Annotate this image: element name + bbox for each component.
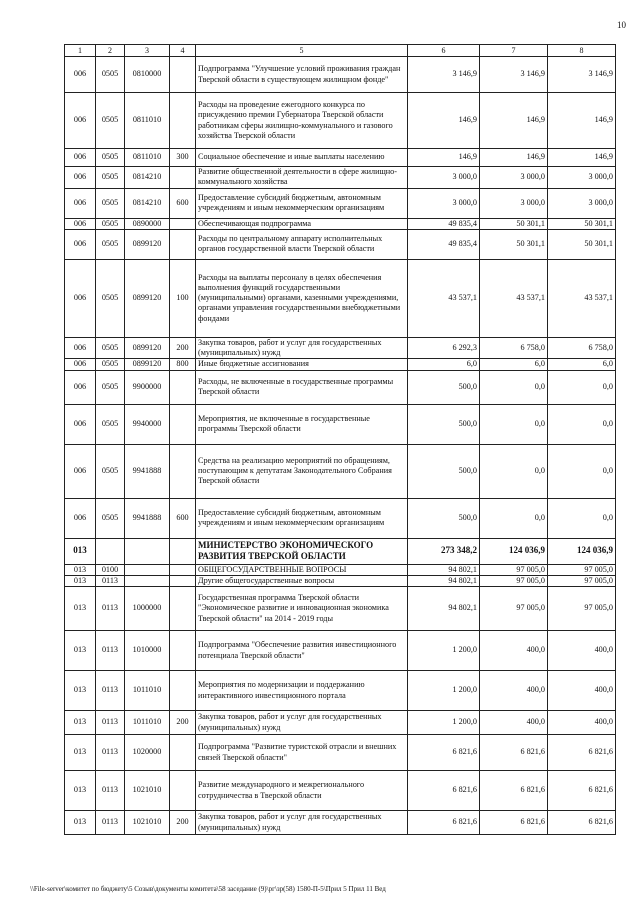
amount-col8-cell: 0,0 [548,370,616,404]
code-admin-cell: 006 [65,93,96,149]
column-header: 6 [408,45,480,57]
amount-col6-cell: 500,0 [408,404,480,444]
amount-col6-cell: 6 821,6 [408,811,480,835]
target-article-cell [125,538,170,564]
code-admin-cell: 006 [65,218,96,229]
page-number: 10 [617,20,626,30]
section-code-cell: 0505 [96,498,125,538]
column-header: 1 [65,45,96,57]
code-admin-cell: 013 [65,564,96,575]
target-article-cell: 1010000 [125,631,170,671]
description-cell: Расходы на выплаты персоналу в целях обеспечения выполнения функций государственными (муниципальными) органами, казенными учреждениями, органами управления государственными внебюджетными фондами [196,259,408,337]
description-cell: Расходы на проведение ежегодного конкурса по присуждению премии Губернатора Тверской области работникам сферы жилищно-коммунального и газового хозяйства Тверской области [196,93,408,149]
table-row [65,444,616,498]
amount-col8-cell: 400,0 [548,671,616,711]
amount-col8-cell: 43 537,1 [548,259,616,337]
amount-col8-cell: 50 301,1 [548,229,616,259]
amount-col8-cell: 146,9 [548,93,616,149]
target-article-cell [125,575,170,586]
amount-col6-cell: 94 802,1 [408,587,480,631]
amount-col7-cell: 3 000,0 [480,167,548,189]
table-row [65,811,616,835]
amount-col6-cell: 49 835,4 [408,229,480,259]
table-row [65,711,616,735]
column-header: 5 [196,45,408,57]
section-code-cell: 0505 [96,149,125,167]
target-article-cell: 0814210 [125,167,170,189]
description-cell: Закупка товаров, работ и услуг для государственных (муниципальных) нужд [196,711,408,735]
table-row [65,575,616,586]
code-admin-cell: 013 [65,811,96,835]
amount-col8-cell: 97 005,0 [548,575,616,586]
amount-col7-cell: 6 821,6 [480,735,548,771]
section-code-cell: 0505 [96,188,125,218]
amount-col6-cell: 146,9 [408,149,480,167]
amount-col7-cell: 0,0 [480,370,548,404]
code-admin-cell: 013 [65,575,96,586]
amount-col8-cell: 97 005,0 [548,564,616,575]
column-header: 2 [96,45,125,57]
description-cell: Подпрограмма "Развитие туристской отрасли и внешних связей Тверской области" [196,735,408,771]
amount-col8-cell: 97 005,0 [548,587,616,631]
amount-col6-cell: 3 000,0 [408,188,480,218]
code-admin-cell: 013 [65,711,96,735]
expense-type-cell [170,229,196,259]
amount-col8-cell: 6 821,6 [548,735,616,771]
table-row [65,229,616,259]
target-article-cell: 0890000 [125,218,170,229]
amount-col8-cell: 6 821,6 [548,811,616,835]
table-row [65,259,616,337]
section-code-cell: 0505 [96,337,125,359]
code-admin-cell: 006 [65,229,96,259]
description-cell: Предоставление субсидий бюджетным, автономным учреждениям и иным некоммерческим организациям [196,188,408,218]
description-cell: Расходы, не включенные в государственные программы Тверской области [196,370,408,404]
table-row [65,337,616,359]
table-row [65,404,616,444]
target-article-cell: 9940000 [125,404,170,444]
amount-col6-cell: 6,0 [408,359,480,370]
table-row [65,370,616,404]
amount-col7-cell: 6 821,6 [480,771,548,811]
section-code-cell: 0113 [96,711,125,735]
amount-col7-cell: 3 000,0 [480,188,548,218]
expense-type-cell: 200 [170,711,196,735]
section-code-cell: 0505 [96,57,125,93]
code-admin-cell: 006 [65,370,96,404]
expense-type-cell [170,167,196,189]
table-row [65,735,616,771]
section-code-cell: 0113 [96,587,125,631]
expense-type-cell: 200 [170,337,196,359]
expense-type-cell: 800 [170,359,196,370]
section-code-cell: 0113 [96,735,125,771]
amount-col7-cell: 97 005,0 [480,575,548,586]
description-cell: Средства на реализацию мероприятий по обращениям, поступающим к депутатам Законодательного Собрания Тверской области [196,444,408,498]
amount-col8-cell: 3 146,9 [548,57,616,93]
description-cell: Подпрограмма "Улучшение условий проживания граждан Тверской области в существующем жилищном фонде" [196,57,408,93]
expense-type-cell [170,57,196,93]
table-row [65,771,616,811]
expense-type-cell [170,93,196,149]
amount-col7-cell: 97 005,0 [480,564,548,575]
expense-type-cell: 100 [170,259,196,337]
target-article-cell: 0811010 [125,93,170,149]
expense-type-cell [170,218,196,229]
section-code-cell: 0113 [96,631,125,671]
column-header: 4 [170,45,196,57]
amount-col8-cell: 6,0 [548,359,616,370]
target-article-cell: 0899120 [125,229,170,259]
code-admin-cell: 013 [65,631,96,671]
code-admin-cell: 006 [65,498,96,538]
amount-col7-cell: 3 146,9 [480,57,548,93]
header-row [65,45,616,57]
target-article-cell: 1011010 [125,711,170,735]
amount-col8-cell: 146,9 [548,149,616,167]
amount-col7-cell: 6 758,0 [480,337,548,359]
code-admin-cell: 006 [65,404,96,444]
amount-col7-cell: 0,0 [480,498,548,538]
code-admin-cell: 006 [65,444,96,498]
target-article-cell: 0899120 [125,359,170,370]
amount-col7-cell: 50 301,1 [480,218,548,229]
target-article-cell: 1021010 [125,771,170,811]
amount-col7-cell: 146,9 [480,149,548,167]
target-article-cell: 1000000 [125,587,170,631]
table-row [65,149,616,167]
amount-col6-cell: 6 292,3 [408,337,480,359]
code-admin-cell: 006 [65,167,96,189]
section-code-cell: 0113 [96,671,125,711]
column-header: 8 [548,45,616,57]
expense-type-cell [170,735,196,771]
target-article-cell: 1011010 [125,671,170,711]
table-row [65,587,616,631]
amount-col7-cell: 50 301,1 [480,229,548,259]
section-code-cell: 0113 [96,575,125,586]
target-article-cell: 0899120 [125,337,170,359]
amount-col8-cell: 0,0 [548,498,616,538]
budget-table [64,44,616,835]
expense-type-cell: 300 [170,149,196,167]
table-row [65,564,616,575]
target-article-cell: 9900000 [125,370,170,404]
amount-col6-cell: 3 000,0 [408,167,480,189]
amount-col7-cell: 146,9 [480,93,548,149]
expense-type-cell [170,771,196,811]
target-article-cell: 0810000 [125,57,170,93]
expense-type-cell: 600 [170,498,196,538]
amount-col8-cell: 50 301,1 [548,218,616,229]
table-row [65,359,616,370]
code-admin-cell: 006 [65,359,96,370]
section-code-cell: 0113 [96,771,125,811]
amount-col7-cell: 0,0 [480,404,548,444]
description-cell: Обеспечивающая подпрограмма [196,218,408,229]
target-article-cell: 9941888 [125,498,170,538]
table-row [65,93,616,149]
amount-col6-cell: 1 200,0 [408,631,480,671]
code-admin-cell: 006 [65,259,96,337]
code-admin-cell: 013 [65,735,96,771]
section-code-cell: 0505 [96,370,125,404]
amount-col7-cell: 400,0 [480,631,548,671]
amount-col8-cell: 400,0 [548,711,616,735]
section-code-cell: 0505 [96,444,125,498]
description-cell: Развитие общественной деятельности в сфере жилищно-коммунального хозяйства [196,167,408,189]
description-cell: Развитие международного и межрегионального сотрудничества в Тверской области [196,771,408,811]
amount-col8-cell: 3 000,0 [548,188,616,218]
code-admin-cell: 006 [65,149,96,167]
description-cell: Иные бюджетные ассигнования [196,359,408,370]
expense-type-cell [170,587,196,631]
code-admin-cell: 006 [65,57,96,93]
amount-col7-cell: 6,0 [480,359,548,370]
code-admin-cell: 013 [65,587,96,631]
amount-col6-cell: 49 835,4 [408,218,480,229]
code-admin-cell: 013 [65,671,96,711]
amount-col6-cell: 273 348,2 [408,538,480,564]
expense-type-cell [170,575,196,586]
section-code-cell: 0505 [96,404,125,444]
amount-col7-cell: 124 036,9 [480,538,548,564]
section-code-cell: 0113 [96,811,125,835]
column-header: 7 [480,45,548,57]
section-code-cell [96,538,125,564]
target-article-cell: 9941888 [125,444,170,498]
amount-col7-cell: 400,0 [480,671,548,711]
expense-type-cell: 600 [170,188,196,218]
amount-col7-cell: 400,0 [480,711,548,735]
description-cell: Подпрограмма "Обеспечение развития инвестиционного потенциала Тверской области" [196,631,408,671]
section-code-cell: 0505 [96,359,125,370]
amount-col8-cell: 124 036,9 [548,538,616,564]
target-article-cell: 0811010 [125,149,170,167]
description-cell: МИНИСТЕРСТВО ЭКОНОМИЧЕСКОГО РАЗВИТИЯ ТВЕРСКОЙ ОБЛАСТИ [196,538,408,564]
table-row [65,57,616,93]
table-body [65,57,616,835]
amount-col6-cell: 6 821,6 [408,771,480,811]
amount-col6-cell: 6 821,6 [408,735,480,771]
section-code-cell: 0505 [96,93,125,149]
description-cell: ОБЩЕГОСУДАРСТВЕННЫЕ ВОПРОСЫ [196,564,408,575]
description-cell: Закупка товаров, работ и услуг для государственных (муниципальных) нужд [196,811,408,835]
description-cell: Закупка товаров, работ и услуг для государственных (муниципальных) нужд [196,337,408,359]
table-row [65,671,616,711]
amount-col7-cell: 6 821,6 [480,811,548,835]
amount-col7-cell: 0,0 [480,444,548,498]
description-cell: Социальное обеспечение и иные выплаты населению [196,149,408,167]
amount-col6-cell: 94 802,1 [408,564,480,575]
amount-col7-cell: 97 005,0 [480,587,548,631]
description-cell: Другие общегосударственные вопросы [196,575,408,586]
amount-col8-cell: 0,0 [548,404,616,444]
target-article-cell: 1021010 [125,811,170,835]
description-cell: Расходы по центральному аппарату исполнительных органов государственной власти Тверской области [196,229,408,259]
section-code-cell: 0100 [96,564,125,575]
amount-col8-cell: 6 758,0 [548,337,616,359]
expense-type-cell: 200 [170,811,196,835]
amount-col6-cell: 500,0 [408,498,480,538]
amount-col8-cell: 6 821,6 [548,771,616,811]
description-cell: Предоставление субсидий бюджетным, автономным учреждениям и иным некоммерческим организациям [196,498,408,538]
amount-col6-cell: 500,0 [408,370,480,404]
description-cell: Мероприятия, не включенные в государственные программы Тверской области [196,404,408,444]
code-admin-cell: 013 [65,771,96,811]
table-row [65,498,616,538]
target-article-cell: 0899120 [125,259,170,337]
amount-col6-cell: 146,9 [408,93,480,149]
amount-col8-cell: 3 000,0 [548,167,616,189]
table-row [65,167,616,189]
expense-type-cell [170,671,196,711]
table-row [65,218,616,229]
table-row [65,631,616,671]
amount-col6-cell: 500,0 [408,444,480,498]
amount-col8-cell: 0,0 [548,444,616,498]
code-admin-cell: 006 [65,337,96,359]
expense-type-cell [170,631,196,671]
column-header: 3 [125,45,170,57]
expense-type-cell [170,444,196,498]
section-code-cell: 0505 [96,167,125,189]
code-admin-cell: 006 [65,188,96,218]
table-row [65,188,616,218]
amount-col8-cell: 400,0 [548,631,616,671]
amount-col7-cell: 43 537,1 [480,259,548,337]
expense-type-cell [170,538,196,564]
amount-col6-cell: 94 802,1 [408,575,480,586]
expense-type-cell [170,370,196,404]
footer-file-path: \\File-server\комитет по бюджету\5 Созыв\документы комитета\58 заседание (9)\рг\зр(58) 1580-П-5\Прил 5 Прил 11 Вед [30,885,386,893]
section-code-cell: 0505 [96,229,125,259]
target-article-cell: 1020000 [125,735,170,771]
amount-col6-cell: 1 200,0 [408,711,480,735]
target-article-cell: 0814210 [125,188,170,218]
description-cell: Государственная программа Тверской области "Экономическое развитие и инновационная экономика Тверской области" на 2014 - 2019 годы [196,587,408,631]
target-article-cell [125,564,170,575]
section-code-cell: 0505 [96,259,125,337]
amount-col6-cell: 43 537,1 [408,259,480,337]
section-code-cell: 0505 [96,218,125,229]
expense-type-cell [170,564,196,575]
table-row [65,538,616,564]
amount-col6-cell: 1 200,0 [408,671,480,711]
amount-col6-cell: 3 146,9 [408,57,480,93]
description-cell: Мероприятия по модернизации и поддержанию интерактивного инвестиционного портала [196,671,408,711]
code-admin-cell: 013 [65,538,96,564]
expense-type-cell [170,404,196,444]
